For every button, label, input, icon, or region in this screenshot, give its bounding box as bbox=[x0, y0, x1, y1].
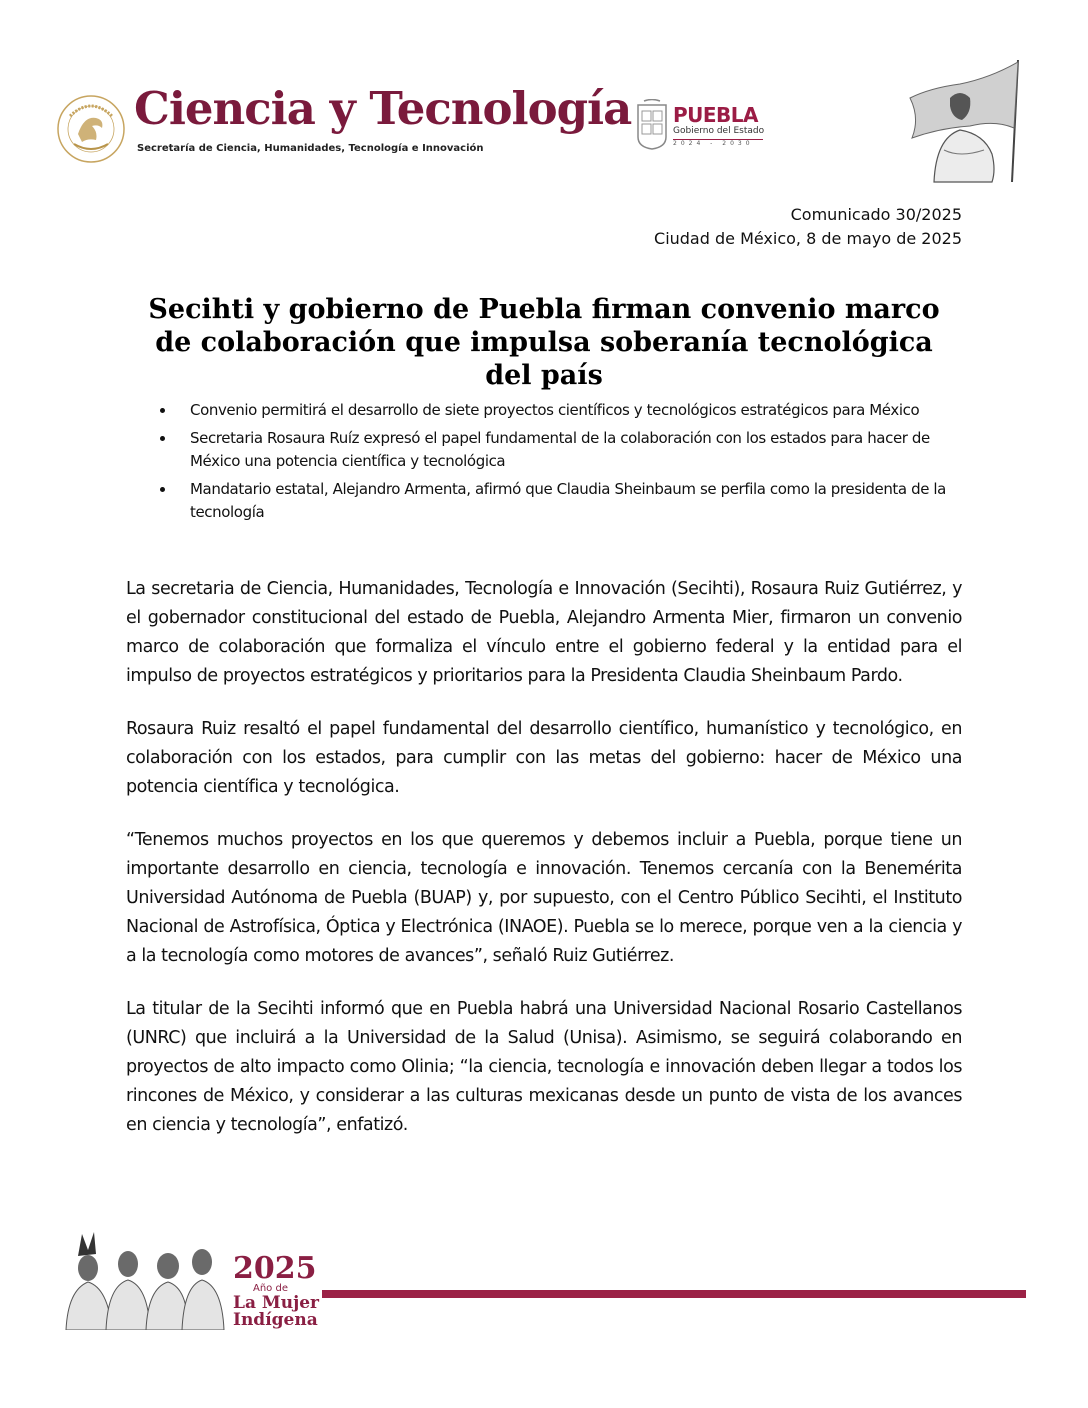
puebla-logo-years: 2024 - 2030 bbox=[673, 140, 754, 147]
press-release-title: Secihti y gobierno de Puebla firman convenio marco de colaboración que impulsa soberanía tecnológica del país bbox=[148, 294, 940, 392]
highlight-item bbox=[160, 478, 965, 524]
mexican-coat-of-arms-seal-icon bbox=[56, 94, 126, 164]
highlight-text: Convenio permitirá el desarrollo de siete proyectos científicos y tecnológicos estratégicos para México bbox=[190, 401, 920, 419]
brand-title: Ciencia y Tecnología bbox=[134, 82, 632, 135]
woman-with-flag-illustration-icon bbox=[900, 58, 1028, 184]
puebla-logo-name: PUEBLA bbox=[673, 103, 759, 127]
footer-divider-bar bbox=[322, 1290, 1026, 1298]
indigenous-women-illustration-icon bbox=[62, 1230, 226, 1330]
footer-la-mujer: La Mujer bbox=[233, 1293, 319, 1313]
highlight-item bbox=[160, 427, 965, 473]
body-paragraph: Rosaura Ruiz resaltó el papel fundamental del desarrollo científico, humanístico y tecnológico, en colaboración con los estados, para cumplir con las metas del gobierno: hacer de México una potencia científica y tecnológica. bbox=[126, 719, 962, 797]
communique-meta bbox=[654, 203, 962, 251]
article-body bbox=[126, 575, 962, 1164]
place-date: Ciudad de México, 8 de mayo de 2025 bbox=[654, 229, 962, 248]
letterhead bbox=[0, 0, 1088, 190]
highlight-item bbox=[160, 399, 965, 422]
body-paragraph: La titular de la Secihti informó que en Puebla habrá una Universidad Nacional Rosario Castellanos (UNRC) que incluirá a la Universidad de la Salud (Unisa). Asimismo, se seguirá colaborando en proyectos de alto impacto como Olinia; “la ciencia, tecnología e innovación deben llegar a todos los rincones de México, y considerar a las culturas mexicanas desde un punto de vista de los avances en ciencia y tecnología”, enfatizó. bbox=[126, 999, 962, 1135]
puebla-logo-subtitle: Gobierno del Estado bbox=[673, 126, 765, 136]
bullet-icon bbox=[160, 408, 165, 413]
body-paragraph: “Tenemos muchos proyectos en los que queremos y debemos incluir a Puebla, porque tiene un importante desarrollo en ciencia, tecnología e innovación. Tenemos cercanía con la Benemérita Universidad Autónoma de Puebla (BUAP) y, por supuesto, con el Centro Público Secihti, el Instituto Nacional de Astrofísica, Óptica y Electrónica (INAOE). Puebla se lo merece, porque ven a la ciencia y a la tecnología como motores de avances”, señaló Ruiz Gutiérrez. bbox=[126, 830, 962, 966]
brand-subtitle: Secretaría de Ciencia, Humanidades, Tecnología e Innovación bbox=[137, 143, 484, 154]
bullet-icon bbox=[160, 487, 165, 492]
highlight-text: Mandatario estatal, Alejandro Armenta, afirmó que Claudia Sheinbaum se perfila como la presidenta de la tecnología bbox=[190, 480, 946, 521]
puebla-shield-icon bbox=[636, 99, 668, 151]
highlight-text: Secretaria Rosaura Ruíz expresó el papel fundamental de la colaboración con los estados para hacer de México una potencia científica y tecnológica bbox=[190, 429, 930, 470]
body-paragraph: La secretaria de Ciencia, Humanidades, Tecnología e Innovación (Secihti), Rosaura Ruiz Gutiérrez, y el gobernador constitucional del estado de Puebla, Alejandro Armenta Mier, firmaron un convenio marco de colaboración que formaliza el vínculo entre el gobierno federal y la entidad para el impulso de proyectos estratégicos y prioritarios para la Presidenta Claudia Sheinbaum Pardo. bbox=[126, 579, 962, 686]
communique-number: Comunicado 30/2025 bbox=[790, 205, 962, 224]
bullet-icon bbox=[160, 436, 165, 441]
highlights-list bbox=[160, 399, 965, 529]
footer-ano-de: Año de bbox=[253, 1283, 288, 1294]
footer-indigena: Indígena bbox=[233, 1310, 318, 1330]
footer-year: 2025 bbox=[233, 1251, 317, 1286]
